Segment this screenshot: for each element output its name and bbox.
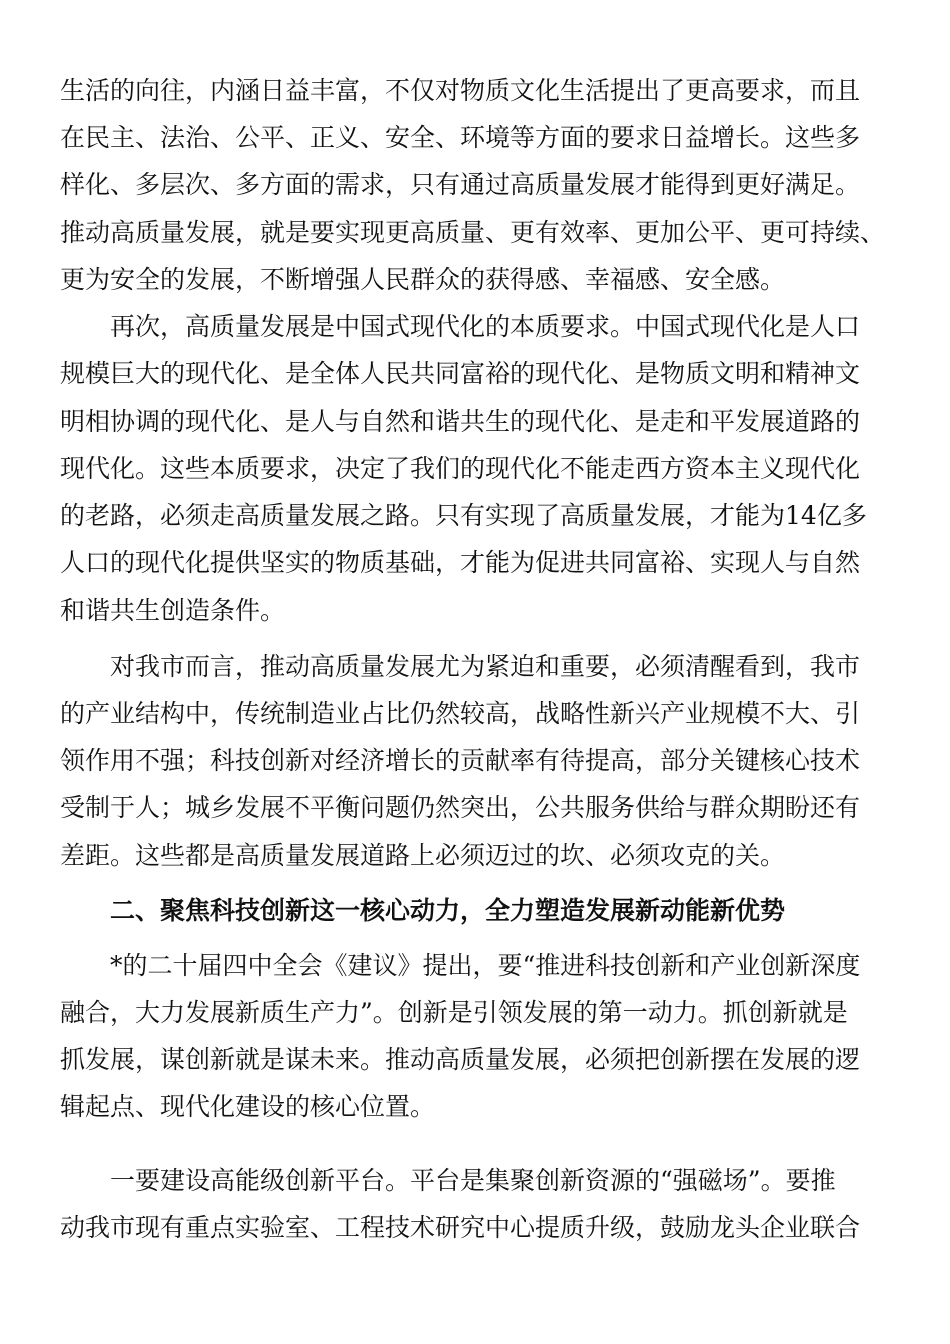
text-line: 和谐共生创造条件。	[60, 596, 286, 625]
text-line: 的老路，必须走高质量发展之路。只有实现了高质量发展，才能为14亿多	[60, 501, 867, 530]
text-line: 受制于人；城乡发展不平衡问题仍然突出，公共服务供给与群众期盼还有	[60, 793, 861, 822]
text-line: 样化、多层次、多方面的需求，只有通过高质量发展才能得到更好满足。	[60, 170, 861, 199]
paragraph-first-line: 对我市而言，推动高质量发展尤为紧迫和重要，必须清醒看到，我市	[110, 652, 861, 681]
text-line: 的产业结构中，传统制造业占比仍然较高，战略性新兴产业规模不大、引	[60, 699, 861, 728]
paragraph-first-line: *的二十届四中全会《建议》提出，要“推进科技创新和产业创新深度	[110, 951, 861, 980]
text-line: 人口的现代化提供坚实的物质基础，才能为促进共同富裕、实现人与自然	[60, 548, 861, 577]
paragraph-first-line: 再次，高质量发展是中国式现代化的本质要求。中国式现代化是人口	[110, 312, 861, 341]
text-line: 在民主、法治、公平、正义、安全、环境等方面的要求日益增长。这些多	[60, 123, 861, 152]
text-line: 生活的向往，内涵日益丰富，不仅对物质文化生活提出了更高要求，而且	[60, 76, 861, 105]
text-line: 规模巨大的现代化、是全体人民共同富裕的现代化、是物质文明和精神文	[60, 359, 861, 388]
text-line: 动我市现有重点实验室、工程技术研究中心提质升级，鼓励龙头企业联合	[60, 1213, 861, 1242]
text-line: 辑起点、现代化建设的核心位置。	[60, 1092, 436, 1121]
text-line: 推动高质量发展，就是要实现更高质量、更有效率、更加公平、更可持续、	[60, 218, 886, 247]
text-line: 抓发展，谋创新就是谋未来。推动高质量发展，必须把创新摆在发展的逻	[60, 1045, 861, 1074]
text-line: 明相协调的现代化、是人与自然和谐共生的现代化、是走和平发展道路的	[60, 407, 861, 436]
text-line: 融合，大力发展新质生产力”。创新是引领发展的第一动力。抓创新就是	[60, 998, 848, 1027]
text-line: 领作用不强；科技创新对经济增长的贡献率有待提高，部分关键核心技术	[60, 746, 861, 775]
text-line: 更为安全的发展，不断增强人民群众的获得感、幸福感、安全感。	[60, 265, 786, 294]
text-line: 现代化。这些本质要求，决定了我们的现代化不能走西方资本主义现代化	[60, 454, 861, 483]
text-line: 差距。这些都是高质量发展道路上必须迈过的坎、必须攻克的关。	[60, 841, 786, 870]
paragraph-first-line: 一要建设高能级创新平台。平台是集聚创新资源的“强磁场”。要推	[110, 1166, 836, 1195]
section-heading: 二、聚焦科技创新这一核心动力，全力塑造发展新动能新优势	[110, 896, 786, 925]
